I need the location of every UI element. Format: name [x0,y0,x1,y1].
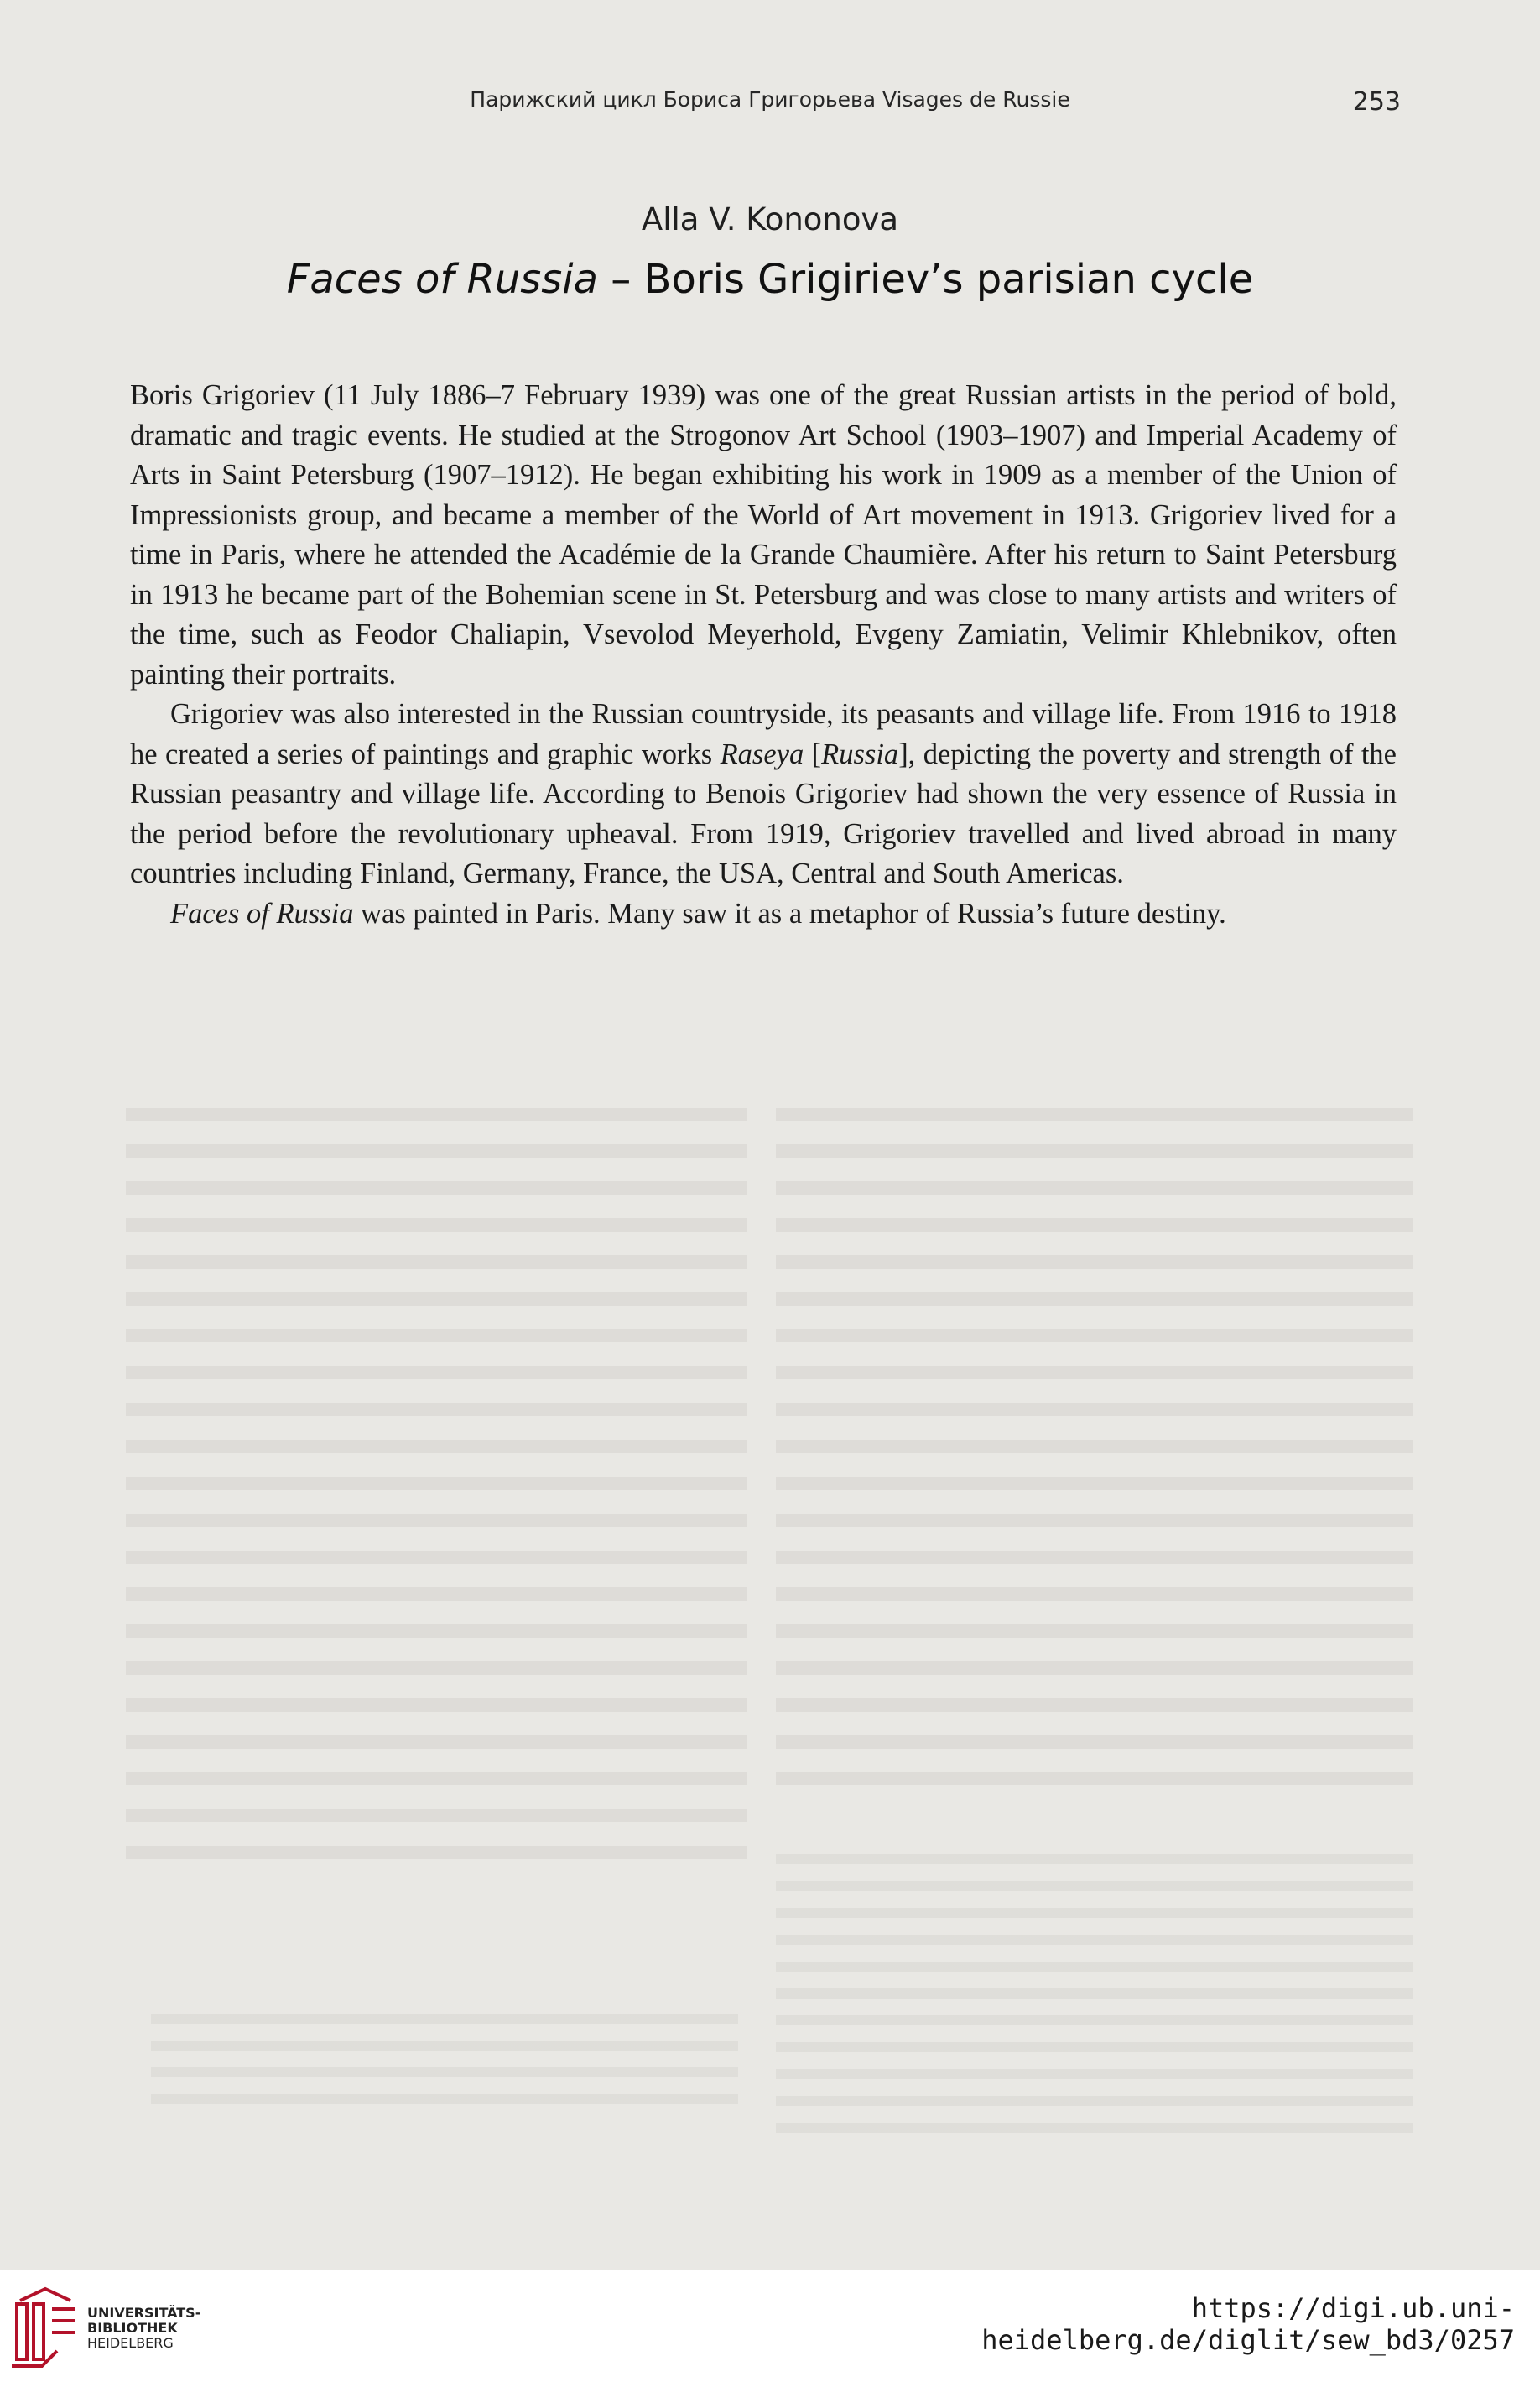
paragraph-2-text-a: Grigoriev was also interested in the Russian countryside, its peasants and village life. From 1916 to 1918 he created a series of paintings and graphic works [130,698,1397,770]
logo-line-2: BIBLIOTHEK [87,2320,178,2336]
article-body [130,376,1397,934]
title-rest: – Boris Grigiriev’s parisian cycle [598,256,1254,303]
bleed-through-footnotes-left [151,2014,738,2114]
bleed-through-left-column [126,1108,747,1863]
paragraph-2-italic-raseya: Raseya [720,738,804,770]
paragraph-1: Boris Grigoriev (11 July 1886–7 February 1939) was one of the great Russian artists in the period of bold, dramatic and tragic events. He studied at the Strogonov Art School (1903–1907) and Imperial Academy of Arts in Saint Petersburg (1907–1912). He began exhibiting his work in 1909 as a member of the Union of Impressionists group, and became a member of the World of Art movement in 1913. Grigoriev lived for a time in Paris, where he attended the Académie de la Grande Chaumière. After his return to Saint Petersburg in 1913 he became part of the Bohemian scene in St. Petersburg and was close to many artists and writers of the time, such as Feodor Chaliapin, Vsevolod Meyerhold, Evgeny Zamiatin, Velimir Khlebnikov, often painting their portraits. [130,379,1397,691]
article-title [0,256,1540,303]
paragraph-3-italic: Faces of Russia [170,897,354,930]
page-number: 253 [1352,87,1401,117]
bleed-through-footnotes-right [776,1854,1413,2140]
paragraph-3 [130,894,1397,935]
library-logo-icon [8,2284,81,2373]
running-head: Парижский цикл Бориса Григорьева Visages de Russie [470,87,1070,112]
logo-line-3: HEIDELBERG [87,2335,174,2351]
library-logo-text [87,2306,200,2351]
article-author: Alla V. Kononova [641,201,899,237]
paragraph-2 [130,695,1397,894]
logo-line-1: UNIVERSITÄTS- [87,2305,201,2321]
paragraph-3-text: was painted in Paris. Many saw it as a metaphor of Russia’s future destiny. [353,897,1226,930]
bleed-through-right-column [776,1108,1413,1796]
permalink-url[interactable]: https://digi.ub.uni-heidelberg.de/diglit/sew_bd3/0257 [981,2292,1515,2356]
title-italic: Faces of Russia [286,256,599,303]
paragraph-2-text-c: ], depicting the poverty and strength of the Russian peasantry and village life. According to Benois Grigoriev had shown the very essence of Russia in the period before the revolutionary upheaval. From 1919, Grigoriev travelled and lived abroad in many countries including Finland, Germany, France, the USA, Central and South Americas. [130,738,1397,889]
paragraph-2-italic-russia: Russia [821,738,899,770]
paragraph-2-text-b: [ [804,738,822,770]
